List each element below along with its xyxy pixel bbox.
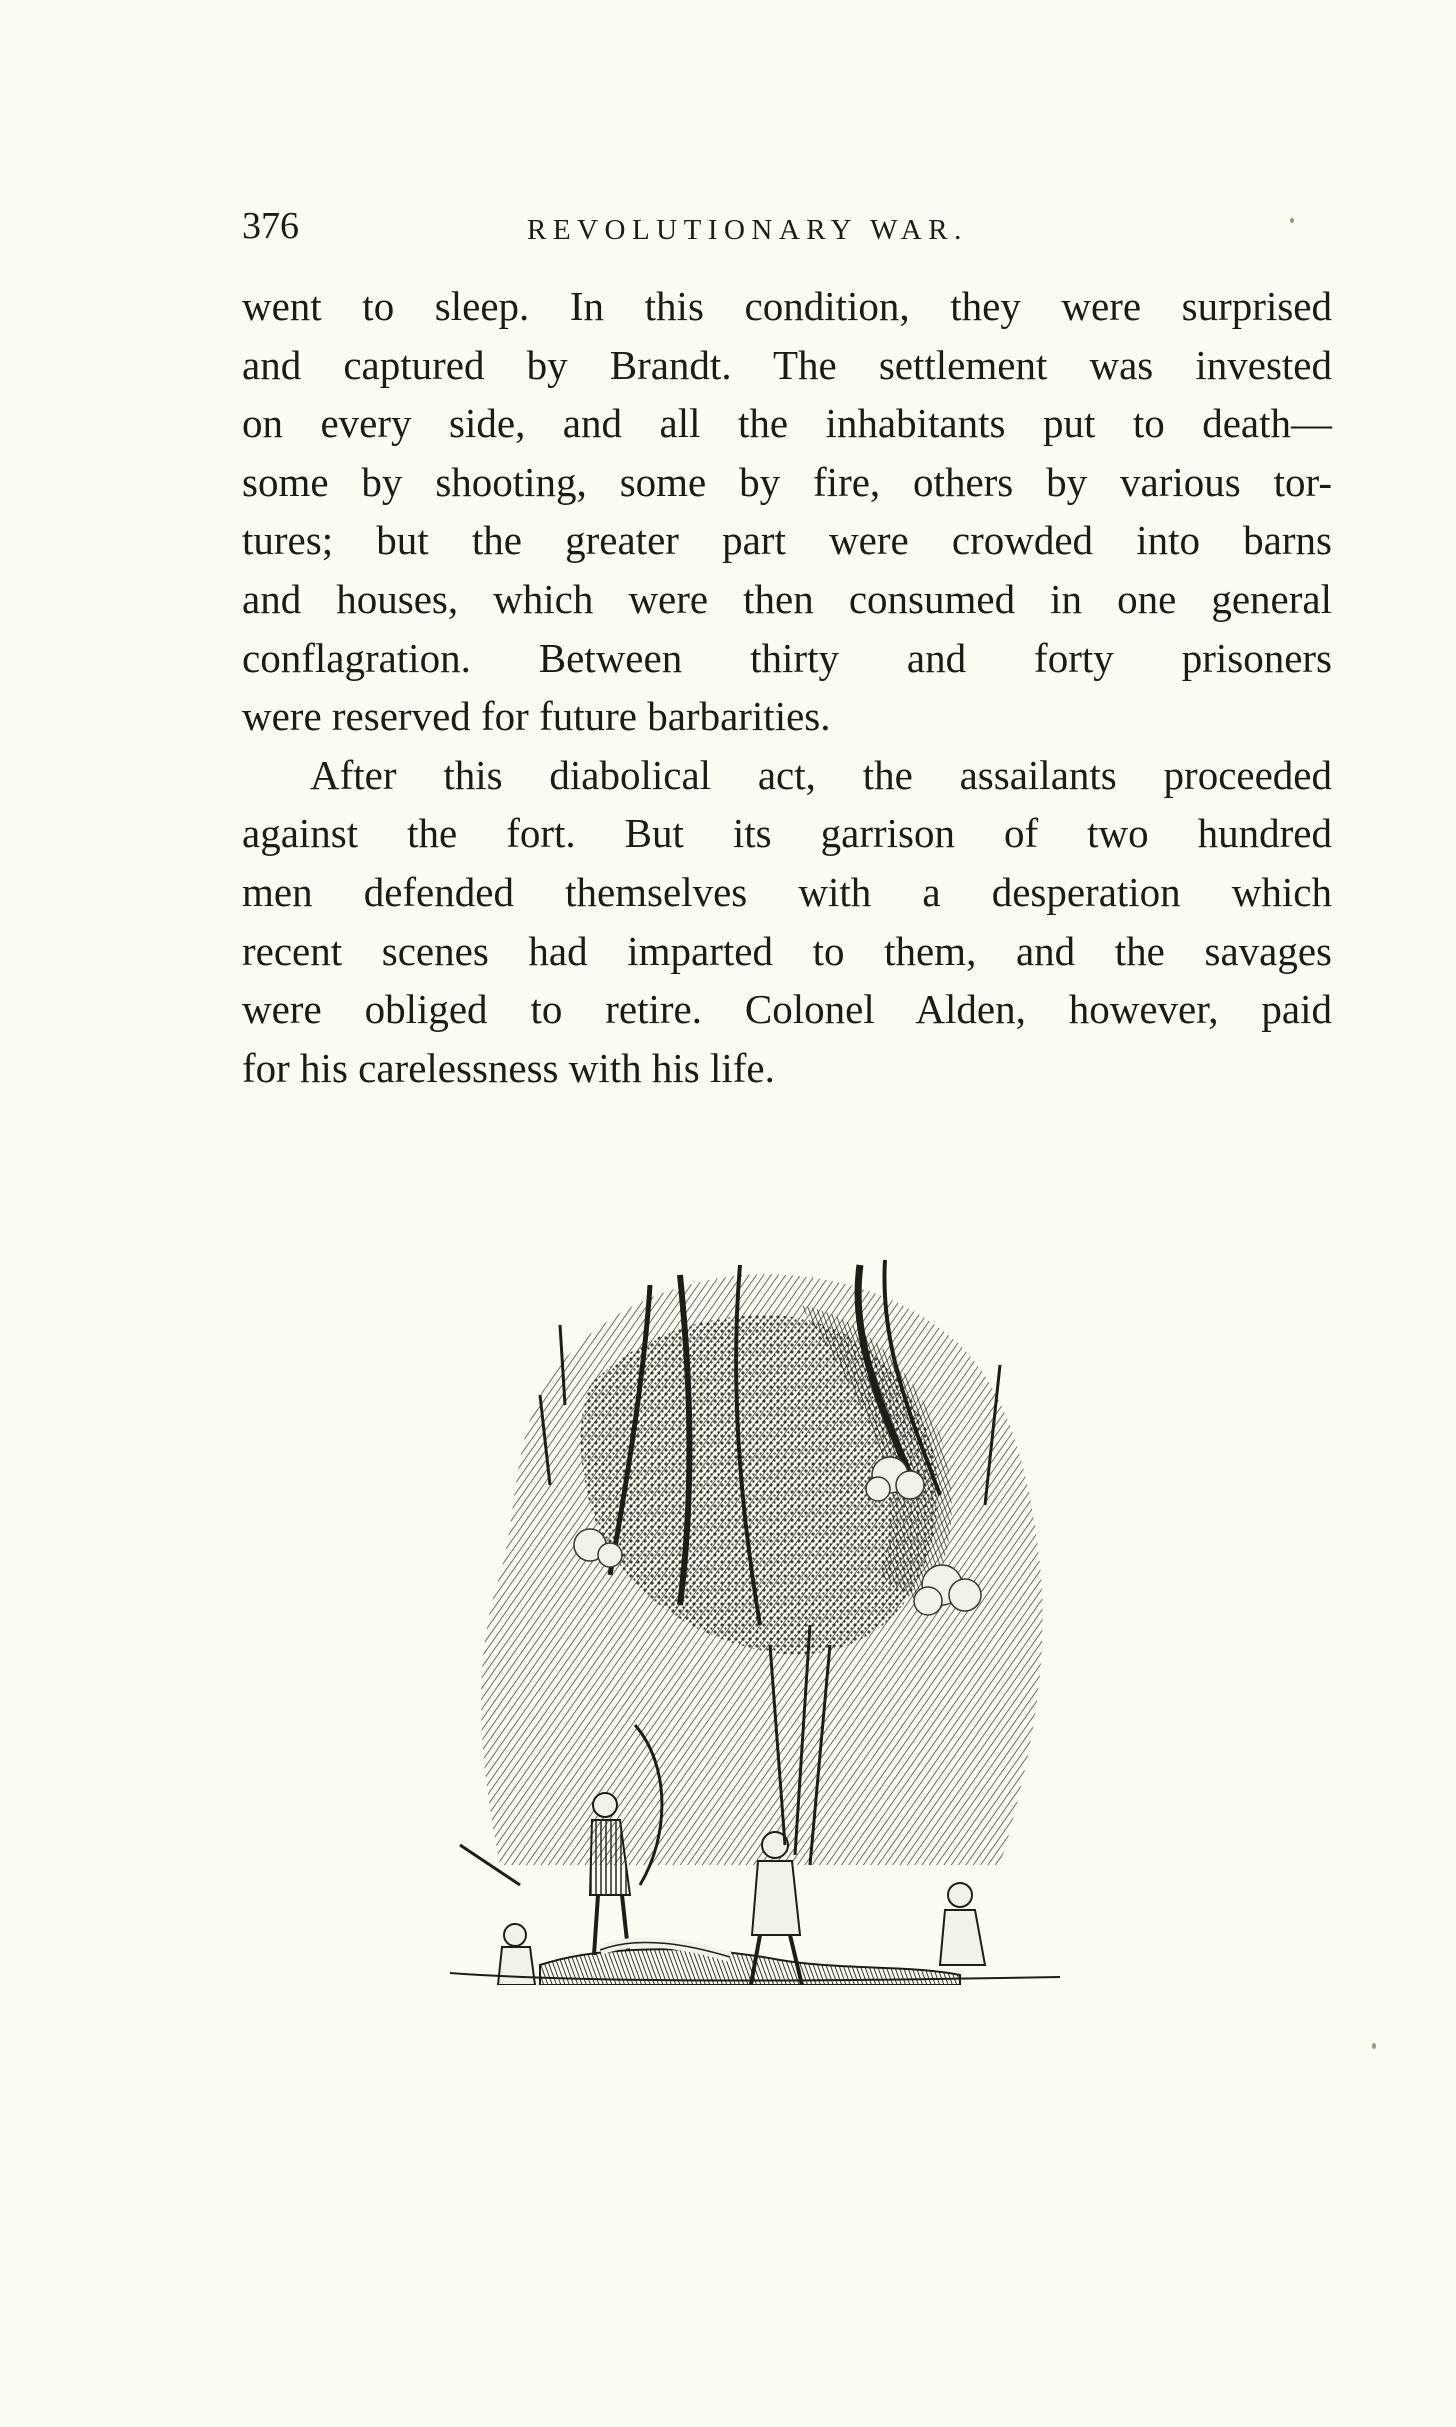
paragraph-1: [242, 277, 1332, 746]
page-number: 376: [242, 205, 299, 247]
running-title: REVOLUTIONARY WAR.: [527, 214, 968, 246]
paragraph-2: [242, 746, 1332, 1098]
text-line: against the fort. But its garrison of two hundred: [242, 810, 1332, 857]
text-line: tures; but the greater part were crowded into barns: [242, 517, 1332, 564]
text-line: and captured by Brandt. The settlement was invested: [242, 341, 1332, 388]
engraving-illustration: [440, 1245, 1070, 1985]
text-line: on every side, and all the inhabitants put to death—: [242, 400, 1332, 447]
page-header: [242, 196, 1332, 256]
text-line: recent scenes had imparted to them, and the savages: [242, 927, 1332, 974]
text-line: conflagration. Between thirty and forty prisoners: [242, 634, 1332, 681]
text-line: some by shooting, some by fire, others by various tor-: [242, 458, 1332, 505]
text-line: were obliged to retire. Colonel Alden, however, paid: [242, 986, 1332, 1033]
paper-speck: [1372, 2043, 1376, 2049]
text-line: men defended themselves with a desperation which: [242, 868, 1332, 915]
text-line: After this diabolical act, the assailants proceeded: [310, 751, 1332, 798]
text-line: and houses, which were then consumed in one general: [242, 575, 1332, 622]
text-line: were reserved for future barbarities.: [242, 693, 831, 740]
forest-foliage: [481, 1274, 1043, 1865]
body-text: [242, 277, 1332, 1097]
text-line: went to sleep. In this condition, they were surprised: [242, 283, 1332, 329]
text-line: for his carelessness with his life.: [242, 1044, 775, 1091]
paper-speck: [1290, 218, 1294, 223]
